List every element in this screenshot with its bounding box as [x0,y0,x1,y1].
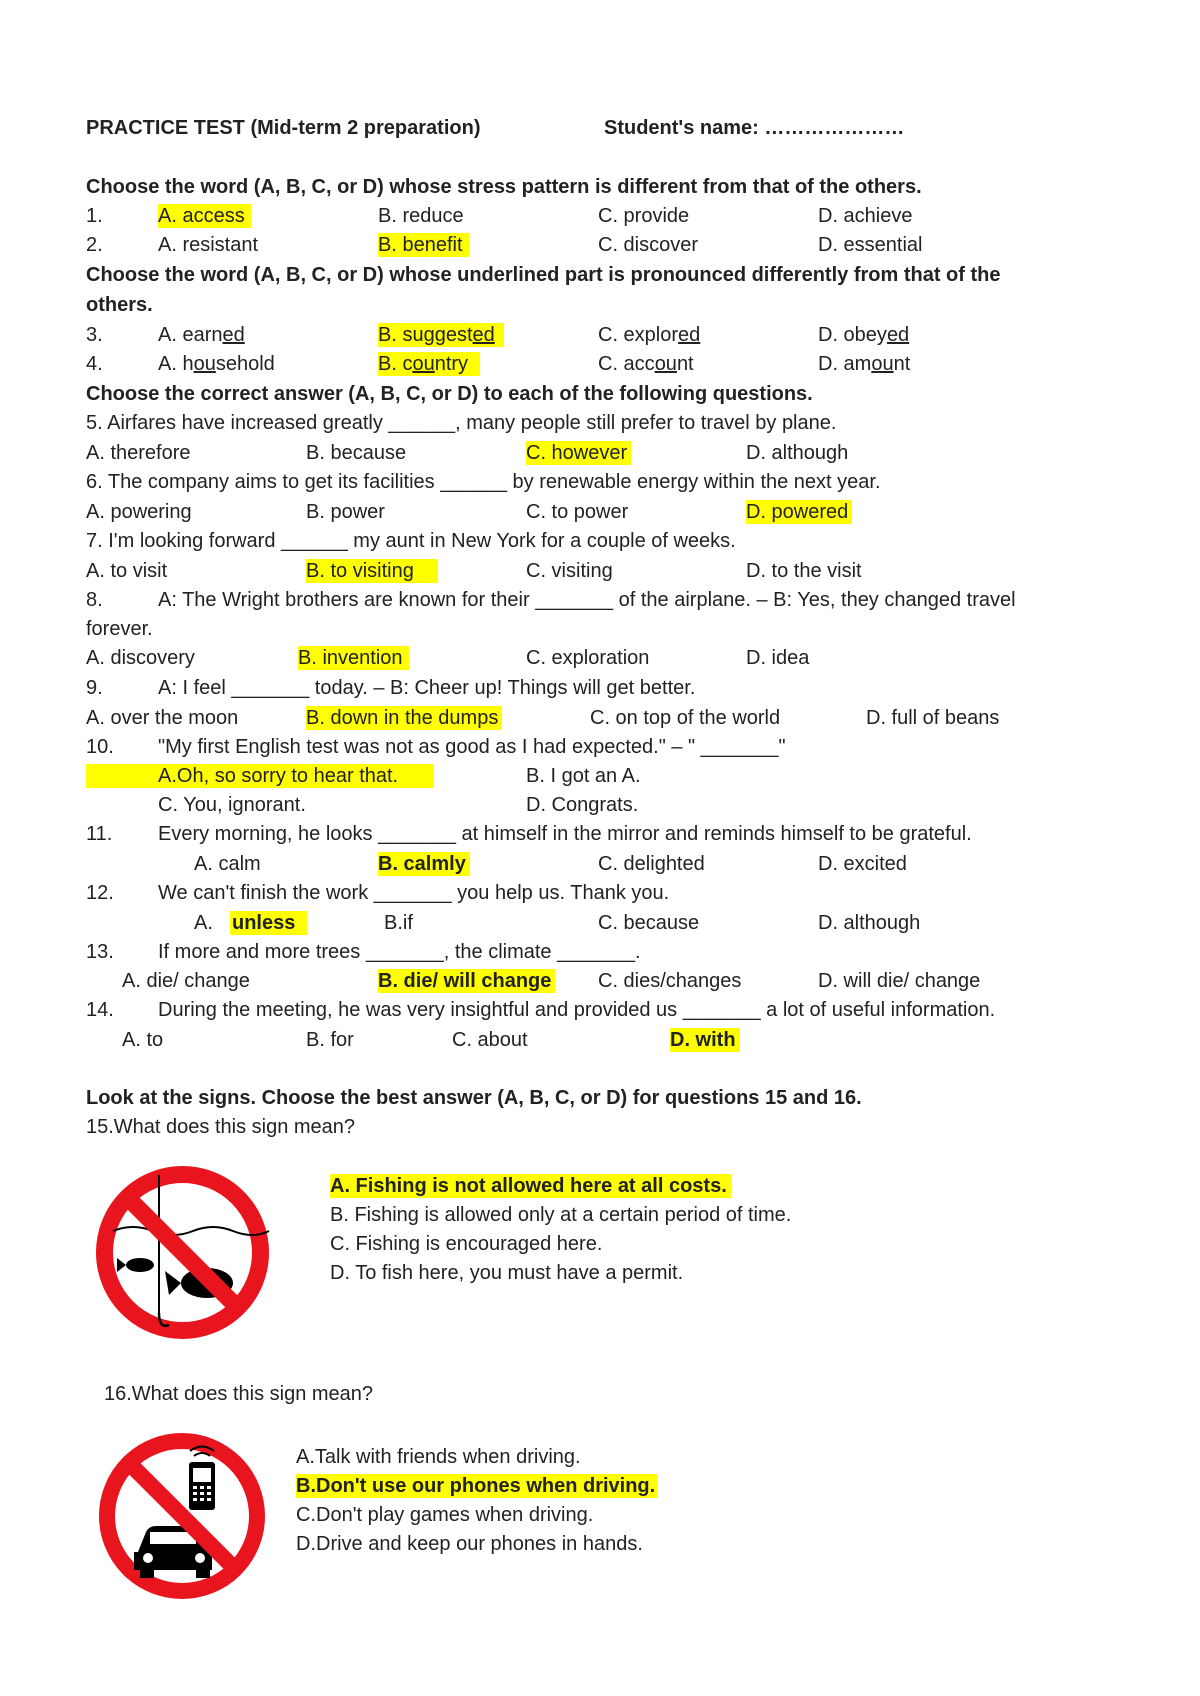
q11-option-d: D. excited [818,853,907,875]
q7-text: 7. I'm looking forward ______ my aunt in New York for a couple of weeks. [86,530,736,552]
q10-option-d: D. Congrats. [526,794,639,816]
q6-option-b: B. power [306,501,385,523]
q12-option-c: C. because [598,912,700,934]
q6-option-a: A. powering [86,501,192,523]
q14-number: 14. [86,999,114,1021]
q9-option-d: D. full of beans [866,707,1000,729]
q10-option-b: B. I got an A. [526,765,641,787]
q13-number: 13. [86,941,114,963]
q8-number: 8. [86,589,103,611]
q14-option-b: B. for [306,1029,354,1051]
page-title: PRACTICE TEST (Mid-term 2 preparation) [86,117,481,139]
q3-option-a: A. earned [158,324,245,346]
q2-option-c: C. discover [598,234,699,256]
q10-text: "My first English test was not as good as I had expected." – " _______" [158,736,786,758]
q1-option-a: A. access [158,204,251,228]
q1-option-c: C. provide [598,205,690,227]
q4-option-d: D. amount [818,353,911,375]
q5-option-d: D. although [746,442,849,464]
q13-text: If more and more trees _______, the climate _______. [158,941,641,963]
q11-option-a: A. calm [194,853,261,875]
q1-option-b: B. reduce [378,205,464,227]
q2-number: 2. [86,234,103,256]
q11-text: Every morning, he looks _______ at himself in the mirror and reminds himself to be grateful. [158,823,972,845]
q12-option-a-label: A. [194,912,213,934]
q15-text: 15.What does this sign mean? [86,1116,356,1138]
q5-option-b: B. because [306,442,407,464]
q4-option-c: C. account [598,353,694,375]
q2-option-d: D. essential [818,234,923,256]
section4-instruction: Look at the signs. Choose the best answer (A, B, C, or D) for questions 15 and 16. [86,1087,862,1109]
q13-option-a: A. die/ change [122,970,250,992]
q15-option-a: A. Fishing is not allowed here at all costs. [330,1174,731,1198]
q9-number: 9. [86,677,103,699]
q4-option-b: B. country [378,352,480,376]
q11-option-c: C. delighted [598,853,705,875]
q1-number: 1. [86,205,103,227]
q12-option-b: B.if [384,912,413,934]
q9-option-b: B. down in the dumps [306,706,502,730]
q2-option-a: A. resistant [158,234,259,256]
q12-text: We can't finish the work _______ you help us. Thank you. [158,882,670,904]
q6-option-d: D. powered [746,500,852,524]
q3-option-b: B. suggested [378,323,504,347]
q13-option-d: D. will die/ change [818,970,981,992]
q6-option-c: C. to power [526,501,629,523]
q9-option-c: C. on top of the world [590,707,781,729]
q10-option-a: A.Oh, so sorry to hear that. [158,765,399,787]
q3-number: 3. [86,324,103,346]
q12-option-d: D. although [818,912,921,934]
q4-option-a: A. household [158,353,275,375]
q10-number: 10. [86,736,114,758]
q15-option-d: D. To fish here, you must have a permit. [330,1262,684,1284]
q7-option-a: A. to visit [86,560,168,582]
q5-option-c: C. however [526,441,631,465]
q8-option-b: B. invention [298,646,409,670]
section3-instruction: Choose the correct answer (A, B, C, or D) to each of the following questions. [86,383,813,405]
q14-option-d: D. with [670,1028,740,1052]
q15-option-c: C. Fishing is encouraged here. [330,1233,603,1255]
q12-option-a: unless [230,911,307,935]
q16-option-c: C.Don't play games when driving. [296,1504,594,1526]
q5-option-a: A. therefore [86,442,191,464]
section2-instruction: Choose the word (A, B, C, or D) whose underlined part is pronounced differently from that of the [86,264,1001,286]
q5-text: 5. Airfares have increased greatly ______, many people still prefer to travel by plane. [86,412,837,434]
q8-option-c: C. exploration [526,647,650,669]
q16-text: 16.What does this sign mean? [104,1383,374,1405]
q2-option-b: B. benefit [378,233,469,257]
q7-option-c: C. visiting [526,560,613,582]
q15-option-b: B. Fishing is allowed only at a certain period of time. [330,1204,792,1226]
q8-text-cont: forever. [86,618,153,640]
q6-text: 6. The company aims to get its facilities ______ by renewable energy within the next year. [86,471,881,493]
section2-instruction-cont: others. [86,294,153,316]
q11-option-b: B. calmly [378,852,470,876]
q13-option-b: B. die/ will change [378,969,555,993]
student-name-label: Student's name: ………………… [604,117,905,139]
q1-option-d: D. achieve [818,205,913,227]
q13-option-c: C. dies/changes [598,970,742,992]
q8-option-d: D. idea [746,647,810,669]
q3-option-c: C. explored [598,324,701,346]
q10-option-c: C. You, ignorant. [158,794,306,816]
no-fishing-sign-icon [95,1165,270,1340]
q9-text: A: I feel _______ today. – B: Cheer up! Things will get better. [158,677,696,699]
q3-option-d: D. obeyed [818,324,910,346]
q14-option-c: C. about [452,1029,528,1051]
q8-text: A: The Wright brothers are known for their _______ of the airplane. – B: Yes, they changed travel [158,589,1016,611]
q8-option-a: A. discovery [86,647,195,669]
section1-instruction: Choose the word (A, B, C, or D) whose stress pattern is different from that of the others. [86,176,922,198]
q12-number: 12. [86,882,114,904]
q11-number: 11. [86,823,113,845]
no-phone-driving-sign-icon [98,1432,266,1600]
q14-option-a: A. to [122,1029,164,1051]
q9-option-a: A. over the moon [86,707,239,729]
q4-number: 4. [86,353,103,375]
q7-option-b: B. to visiting [306,559,438,583]
q10-option-a-highlight [86,764,434,788]
q14-text: During the meeting, he was very insightful and provided us _______ a lot of useful information. [158,999,996,1021]
q16-option-b: B.Don't use our phones when driving. [296,1475,656,1497]
q16-option-d: D.Drive and keep our phones in hands. [296,1533,643,1555]
q7-option-d: D. to the visit [746,560,862,582]
q16-option-a: A.Talk with friends when driving. [296,1446,581,1468]
